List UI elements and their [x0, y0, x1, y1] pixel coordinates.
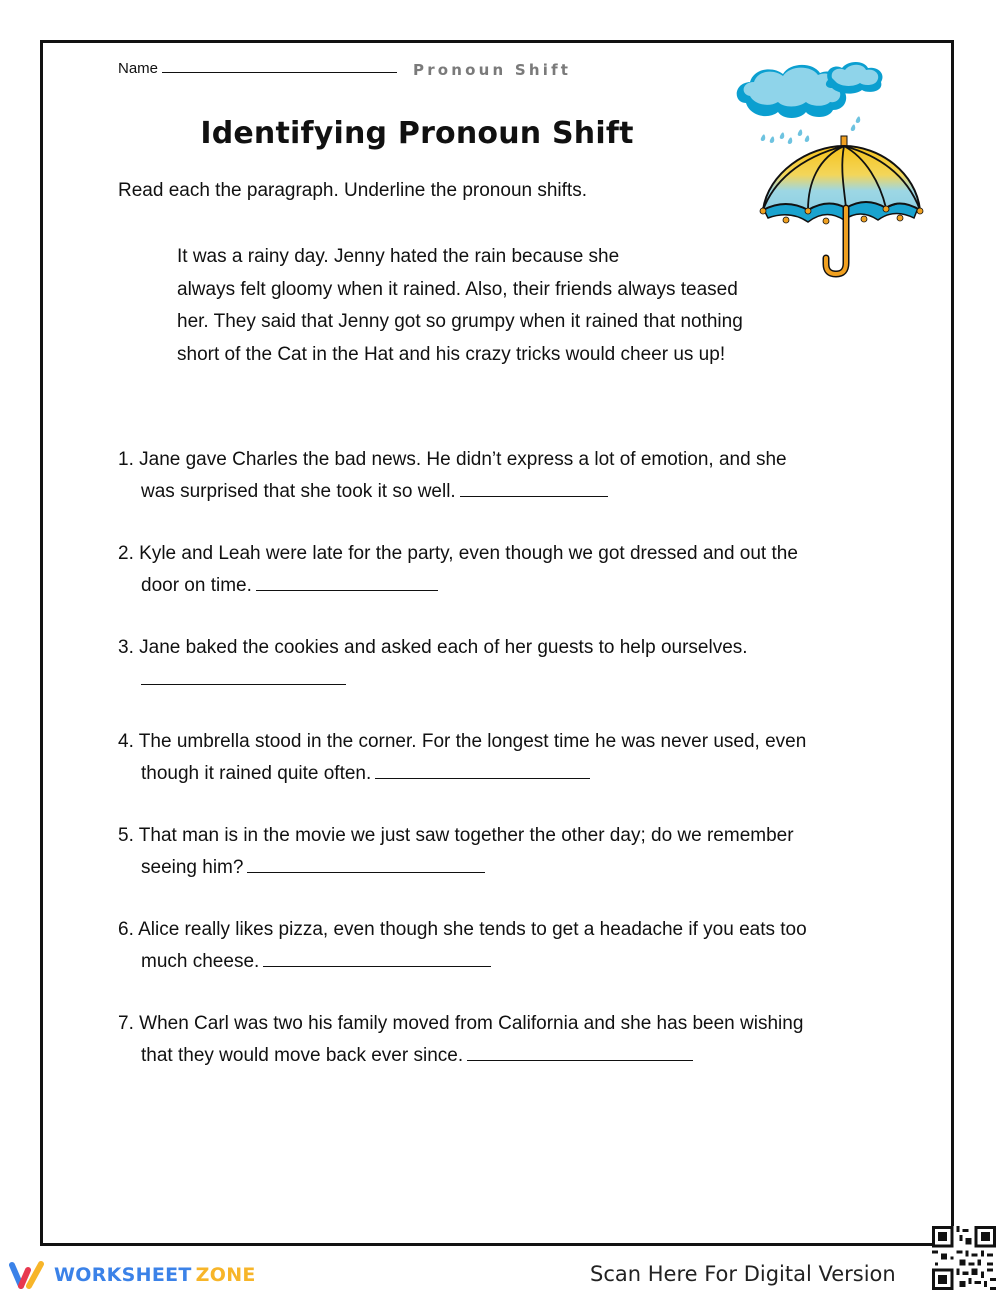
question-item [118, 538, 918, 602]
passage-line: always felt gloomy when it rained. Also, their friends always teased [177, 278, 738, 300]
question-text: seeing him? [141, 857, 244, 878]
question-text: that they would move back ever since. [141, 1045, 464, 1066]
question-number: 6. [118, 919, 134, 940]
question-number: 5. [118, 825, 134, 846]
question-item [118, 820, 918, 884]
question-text: Alice really likes pizza, even though she tends to get a headache if you eats too [138, 919, 807, 940]
question-text: That man is in the movie we just saw together the other day; do we remember [138, 825, 794, 846]
question-text: door on time. [141, 575, 252, 596]
question-number: 7. [118, 1013, 134, 1034]
question-number: 3. [118, 637, 134, 658]
name-field[interactable] [118, 60, 397, 77]
name-label: Name [118, 60, 159, 77]
answer-blank[interactable] [375, 760, 590, 779]
worksheetzone-logo-icon [8, 1260, 48, 1290]
answer-blank[interactable] [263, 948, 491, 967]
question-item [118, 444, 918, 508]
passage-line: short of the Cat in the Hat and his crazy tricks would cheer us up! [177, 343, 726, 365]
passage-line: her. They said that Jenny got so grumpy when it rained that nothing [177, 311, 743, 332]
question-number: 2. [118, 543, 134, 564]
reading-passage [177, 241, 817, 371]
answer-blank[interactable] [460, 478, 608, 497]
question-text: Kyle and Leah were late for the party, even though we got dressed and out the [139, 543, 798, 564]
question-text: The umbrella stood in the corner. For the longest time he was never used, even [138, 731, 807, 752]
scan-caption: Scan Here For Digital Version [590, 1262, 896, 1286]
question-item [118, 632, 918, 696]
answer-blank[interactable] [467, 1042, 693, 1061]
name-blank-line[interactable] [162, 60, 397, 73]
question-number: 4. [118, 731, 134, 752]
question-number: 1. [118, 449, 134, 470]
brand-name-part2: ZONE [195, 1264, 256, 1286]
question-list [118, 444, 918, 1102]
question-item [118, 914, 918, 978]
question-text: was surprised that she took it so well. [141, 481, 456, 502]
qr-code-icon[interactable] [932, 1226, 996, 1290]
answer-blank[interactable] [247, 854, 485, 873]
brand-name-part1: WORKSHEET [54, 1264, 192, 1286]
question-text: though it rained quite often. [141, 763, 372, 784]
question-text: Jane baked the cookies and asked each of her guests to help ourselves. [139, 637, 748, 658]
worksheetzone-logo[interactable] [8, 1258, 256, 1292]
question-text: Jane gave Charles the bad news. He didn’t express a lot of emotion, and she [139, 449, 787, 470]
question-item [118, 1008, 918, 1072]
passage-line: It was a rainy day. Jenny hated the rain because she [177, 246, 620, 267]
question-item [118, 726, 918, 790]
answer-blank[interactable] [256, 572, 438, 591]
question-text: much cheese. [141, 951, 260, 972]
instructions: Read each the paragraph. Underline the pronoun shifts. [118, 180, 587, 201]
page-title: Identifying Pronoun Shift [200, 116, 634, 151]
topic-label: Pronoun Shift [413, 61, 572, 79]
answer-blank[interactable] [141, 666, 346, 685]
rain-cloud-umbrella-icon [728, 58, 953, 278]
question-text: When Carl was two his family moved from California and she has been wishing [139, 1013, 804, 1034]
